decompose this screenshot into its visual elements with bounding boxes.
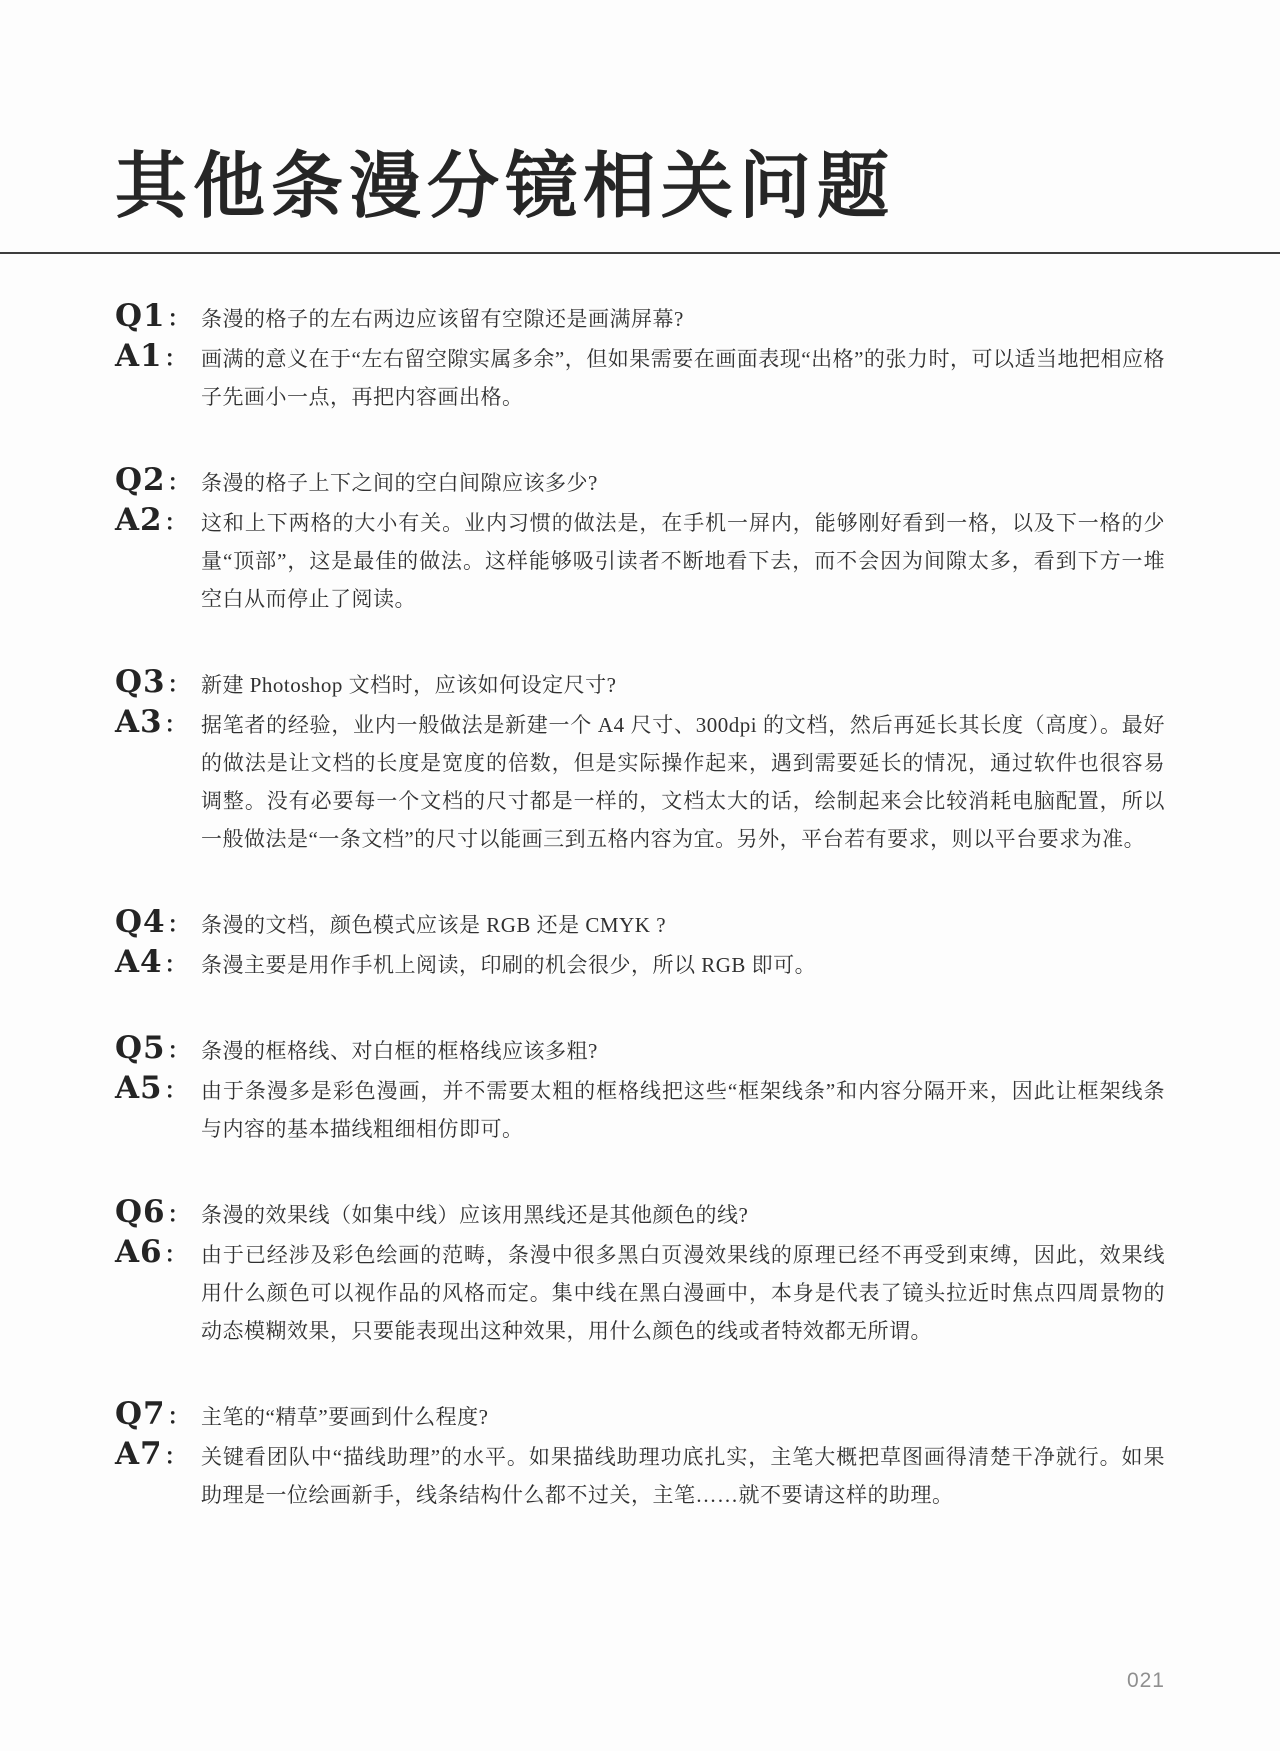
answer-text: 关键看团队中“描线助理”的水平。如果描线助理功底扎实，主笔大概把草图画得清楚干净就行。如果助理是一位绘画新手，线条结构什么都不过关，主笔……就不要请这样的助理。 (201, 1444, 1165, 1507)
label-colon: ： (167, 1403, 191, 1430)
question-text: 条漫的格子的左右两边应该留有空隙还是画满屏幕? (201, 306, 684, 331)
label-colon: ： (164, 951, 188, 978)
qa-block (115, 904, 1165, 984)
answer-label: A1： (115, 337, 188, 374)
answer-text: 据笔者的经验，业内一般做法是新建一个 A4 尺寸、300dpi 的文档，然后再延长其长度（高度）。最好的做法是让文档的长度是宽度的倍数，但是实际操作起来，遇到需要延长的情况，通过软件也很容易调整。没有必要每一个文档的尺寸都是一样的，文档太大的话，绘制起来会比较消耗电脑配置，所以一般做法是“一条文档”的尺寸以能画三到五格内容为宜。另外，平台若有要求，则以平台要求为准。 (201, 712, 1165, 851)
answer-text: 画满的意义在于“左右留空隙实属多余”，但如果需要在画面表现“出格”的张力时，可以适当地把相应格子先画小一点，再把内容画出格。 (201, 346, 1165, 409)
label-colon: ： (164, 711, 188, 738)
label-colon: ： (164, 1443, 188, 1470)
answer-row (115, 1436, 1165, 1514)
question-label: Q1： (115, 297, 191, 334)
answer-text: 这和上下两格的大小有关。业内习惯的做法是，在手机一屏内，能够刚好看到一格，以及下一格的少量“顶部”，这是最佳的做法。这样能够吸引读者不断地看下去，而不会因为间隙太多，看到下方一堆空白从而停止了阅读。 (201, 510, 1165, 611)
qa-block (115, 1194, 1165, 1350)
answer-text: 由于条漫多是彩色漫画，并不需要太粗的框格线把这些“框架线条”和内容分隔开来，因此让框架线条与内容的基本描线粗细相仿即可。 (201, 1078, 1165, 1141)
answer-row (115, 338, 1165, 416)
answer-label: A7： (115, 1435, 188, 1472)
qa-block (115, 1030, 1165, 1148)
question-label: Q6： (115, 1193, 191, 1230)
qa-block (115, 664, 1165, 858)
question-row (115, 1396, 1165, 1436)
label-colon: ： (164, 509, 188, 536)
answer-text: 条漫主要是用作手机上阅读，印刷的机会很少，所以 RGB 即可。 (201, 952, 817, 977)
question-text: 主笔的“精草”要画到什么程度? (201, 1404, 489, 1429)
question-text: 条漫的效果线（如集中线）应该用黑线还是其他颜色的线? (201, 1202, 749, 1227)
question-row (115, 664, 1165, 704)
qa-block (115, 298, 1165, 416)
question-row (115, 904, 1165, 944)
answer-label: A5： (115, 1069, 188, 1106)
question-label: Q7： (115, 1395, 191, 1432)
question-label: Q5： (115, 1029, 191, 1066)
label-colon: ： (167, 469, 191, 496)
page-title: 其他条漫分镜相关问题 (115, 147, 896, 227)
question-text: 新建 Photoshop 文档时，应该如何设定尺寸? (201, 672, 617, 697)
answer-text: 由于已经涉及彩色绘画的范畴，条漫中很多黑白页漫效果线的原理已经不再受到束缚，因此，效果线用什么颜色可以视作品的风格而定。集中线在黑白漫画中，本身是代表了镜头拉近时焦点四周景物的动态模糊效果，只要能表现出这种效果，用什么颜色的线或者特效都无所谓。 (201, 1242, 1165, 1343)
answer-row (115, 944, 1165, 984)
label-colon: ： (164, 345, 188, 372)
label-colon: ： (164, 1077, 188, 1104)
question-row (115, 1030, 1165, 1070)
question-row (115, 298, 1165, 338)
question-text: 条漫的格子上下之间的空白间隙应该多少? (201, 470, 598, 495)
question-label: Q2： (115, 461, 191, 498)
answer-row (115, 704, 1165, 858)
answer-label: A3： (115, 703, 188, 740)
label-colon: ： (167, 671, 191, 698)
question-row (115, 1194, 1165, 1234)
label-colon: ： (167, 305, 191, 332)
label-colon: ： (167, 911, 191, 938)
page-number: 021 (1126, 1669, 1165, 1692)
qa-block (115, 1396, 1165, 1514)
answer-label: A2： (115, 501, 188, 538)
question-label: Q3： (115, 663, 191, 700)
question-text: 条漫的文档，颜色模式应该是 RGB 还是 CMYK ? (201, 912, 667, 937)
answer-row (115, 1070, 1165, 1148)
question-text: 条漫的框格线、对白框的框格线应该多粗? (201, 1038, 598, 1063)
qa-block (115, 462, 1165, 618)
answer-label: A4： (115, 943, 188, 980)
label-colon: ： (167, 1037, 191, 1064)
page-header (0, 0, 1280, 226)
answer-row (115, 502, 1165, 618)
qa-list (0, 254, 1280, 1514)
question-row (115, 462, 1165, 502)
question-label: Q4： (115, 903, 191, 940)
answer-label: A6： (115, 1233, 188, 1270)
label-colon: ： (164, 1241, 188, 1268)
label-colon: ： (167, 1201, 191, 1228)
answer-row (115, 1234, 1165, 1350)
